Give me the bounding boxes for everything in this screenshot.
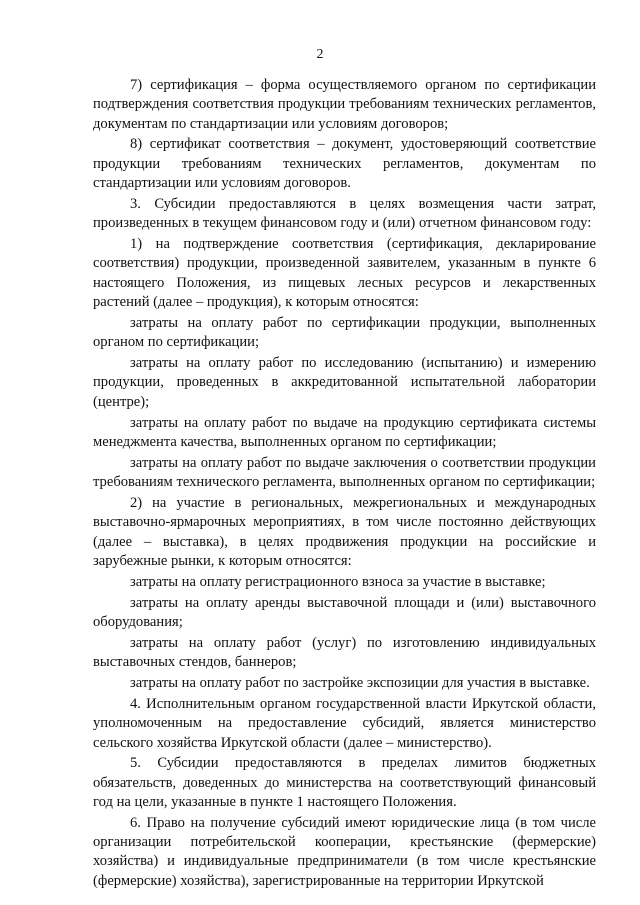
paragraph-clause-6: 6. Право на получение субсидий имеют юридические лица (в том числе организации потребительской кооперации, крестьянские (фермерские) хозяйства) и индивидуальные предприниматели (в том числе крестьянские (фермерские) хозяйства), зарегистрированные на территории Иркутской: [93, 814, 596, 889]
paragraph-clause-4: 4. Исполнительным органом государственной власти Иркутской области, уполномоченным на предоставление субсидий, является министерство сельского хозяйства Иркутской области (далее – министерство).: [93, 695, 596, 751]
paragraph-cost-testing: затраты на оплату работ по исследованию (испытанию) и измерению продукции, проведенных в аккредитованной испытательной лаборатории (центре);: [93, 355, 596, 410]
paragraph-cost-stands-banners: затраты на оплату работ (услуг) по изготовлению индивидуальных выставочных стендов, баннеров;: [93, 634, 596, 671]
paragraph-subclause-1: 1) на подтверждение соответствия (сертификация, декларирование соответствия) продукции, произведенной заявителем, указанным в пункте 6 настоящего Положения, из пищевых лесных ресурсов и лекарственных растений (далее – продукция), к которым относятся:: [93, 236, 596, 311]
page-number: 2: [316, 47, 324, 62]
paragraph-item-8-certificate: 8) сертификат соответствия – документ, удостоверяющий соответствие продукции требованиям технических регламентов, документам по стандартизации или условиям договоров.: [93, 136, 596, 192]
paragraph-cost-quality-certificate: затраты на оплату работ по выдаче на продукцию сертификата системы менеджмента качества, выполненных органом по сертификации;: [93, 414, 596, 450]
paragraph-cost-exhibition-space: затраты на оплату аренды выставочной площади и (или) выставочного оборудования;: [93, 594, 596, 630]
document-body: [93, 76, 596, 893]
paragraph-cost-registration-fee: затраты на оплату регистрационного взноса за участие в выставке;: [130, 573, 546, 590]
paragraph-cost-exposition: затраты на оплату работ по застройке экспозиции для участия в выставке.: [130, 675, 590, 692]
paragraph-item-7-certification: 7) сертификация – форма осуществляемого органом по сертификации подтверждения соответствия продукции требованиям технических регламентов, документам по стандартизации или условиям договоров;: [93, 77, 596, 132]
paragraph-clause-3: 3. Субсидии предоставляются в целях возмещения части затрат, произведенных в текущем финансовом году и (или) отчетном финансовом году:: [93, 195, 596, 232]
paragraph-clause-5: 5. Субсидии предоставляются в пределах лимитов бюджетных обязательств, доведенных до министерства на соответствующий финансовый год на цели, указанные в пункте 1 настоящего Положения.: [93, 755, 596, 810]
paragraph-cost-conformity-conclusion: затраты на оплату работ по выдаче заключения о соответствии продукции требованиям технического регламента, выполненных органом по сертификации;: [93, 454, 596, 491]
paragraph-subclause-2: 2) на участие в региональных, межрегиональных и международных выставочно-ярмарочных мероприятиях, в том числе постоянно действующих (далее – выставка), в целях продвижения продукции на российские и зарубежные рынки, к которым относятся:: [93, 494, 596, 569]
paragraph-cost-certification: затраты на оплату работ по сертификации продукции, выполненных органом по сертификации;: [93, 314, 596, 351]
